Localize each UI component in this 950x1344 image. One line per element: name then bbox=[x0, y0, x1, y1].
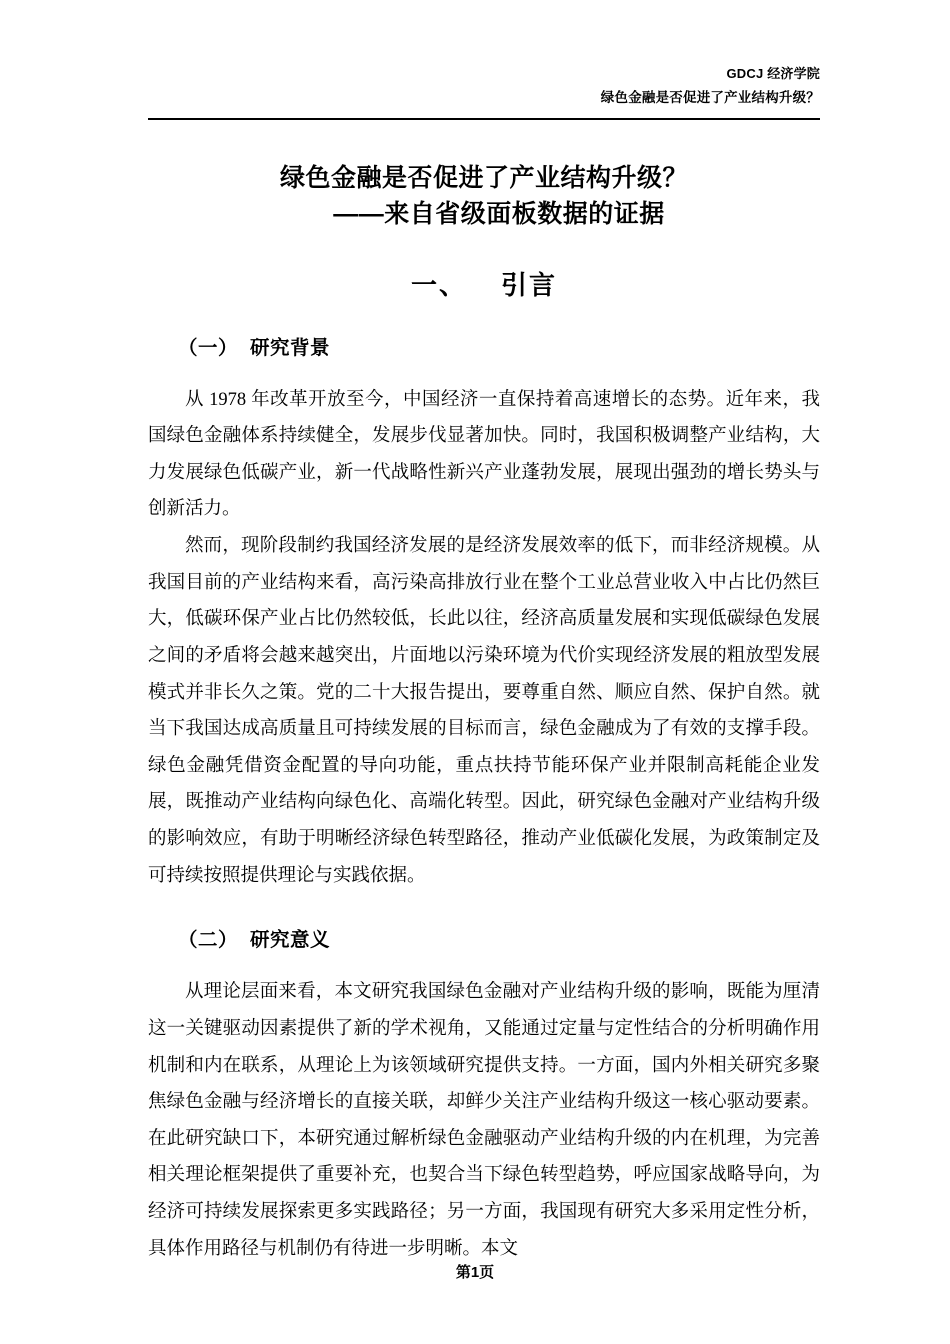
header-divider bbox=[148, 118, 820, 120]
section-label: 研究背景 bbox=[250, 336, 331, 359]
page-content bbox=[148, 62, 820, 1267]
title-subtitle: ——来自省级面板数据的证据 bbox=[333, 200, 665, 229]
page-header bbox=[148, 62, 820, 111]
section-number: （二） bbox=[178, 929, 239, 952]
section-label: 研究意义 bbox=[250, 929, 331, 952]
paragraph: 然而，现阶段制约我国经济发展的是经济发展效率的低下，而非经济规模。从我国目前的产业结构来看，高污染高排放行业在整个工业总营业收入中占比仍然巨大，低碳环保产业占比仍然较低，长此以往，经济高质量发展和实现低碳绿色发展之间的矛盾将会越来越突出，片面地以污染环境为代价实现经济发展的粗放型发展模式并非长久之策。党的二十大报告提出，要尊重自然、顺应自然、保护自然。就当下我国达成高质量且可持续发展的目标而言，绿色金融成为了有效的支撑手段。绿色金融凭借资金配置的导向功能，重点扶持节能环保产业并限制高耗能企业发展，既推动产业结构向绿色化、高端化转型。因此，研究绿色金融对产业结构升级的影响效应，有助于明晰经济绿色转型路径，推动产业低碳化发展，为政策制定及可持续按照提供理论与实践依据。 bbox=[148, 536, 820, 886]
chapter-label: 引言 bbox=[501, 269, 558, 300]
section-heading-research-background bbox=[148, 332, 820, 360]
chapter-heading bbox=[148, 265, 820, 302]
header-running-title: 绿色金融是否促进了产业结构升级？ bbox=[600, 90, 820, 106]
paragraph: 从 1978 年改革开放至今，中国经济一直保持着高速增长的态势。近年来，我国绿色金融体系持续健全，发展步伐显著加快。同时，我国积极调整产业结构，大力发展绿色低碳产业，新一代战略性新兴产业蓬勃发展，展现出强劲的增长势头与创新活力。 bbox=[148, 389, 820, 520]
page-title bbox=[148, 160, 820, 233]
page-footer bbox=[0, 1261, 950, 1282]
title-main: 绿色金融是否促进了产业结构升级？ bbox=[279, 164, 688, 193]
page-number: 第1页 bbox=[455, 1264, 495, 1281]
spacer bbox=[148, 368, 820, 382]
header-institution: GDCJ 经济学院 bbox=[726, 66, 820, 81]
chapter-number: 一、 bbox=[410, 269, 467, 300]
spacer bbox=[148, 960, 820, 974]
paragraph: 从理论层面来看，本文研究我国绿色金融对产业结构升级的影响，既能为厘清这一关键驱动因素提供了新的学术视角，又能通过定量与定性结合的分析明确作用机制和内在联系，从理论上为该领域研究提供支持。一方面，国内外相关研究多聚焦绿色金融与经济增长的直接关联，却鲜少关注产业结构升级这一核心驱动要素。在此研究缺口下，本研究通过解析绿色金融驱动产业结构升级的内在机理，为完善相关理论框架提供了重要补充，也契合当下绿色转型趋势，呼应国家战略导向，为经济可持续发展探索更多实践路径；另一方面，我国现有研究大多采用定性分析，具体作用路径与机制仍有待进一步明晰。本文 bbox=[148, 982, 820, 1259]
section-number: （一） bbox=[178, 336, 239, 359]
section-heading-research-significance bbox=[148, 924, 820, 952]
